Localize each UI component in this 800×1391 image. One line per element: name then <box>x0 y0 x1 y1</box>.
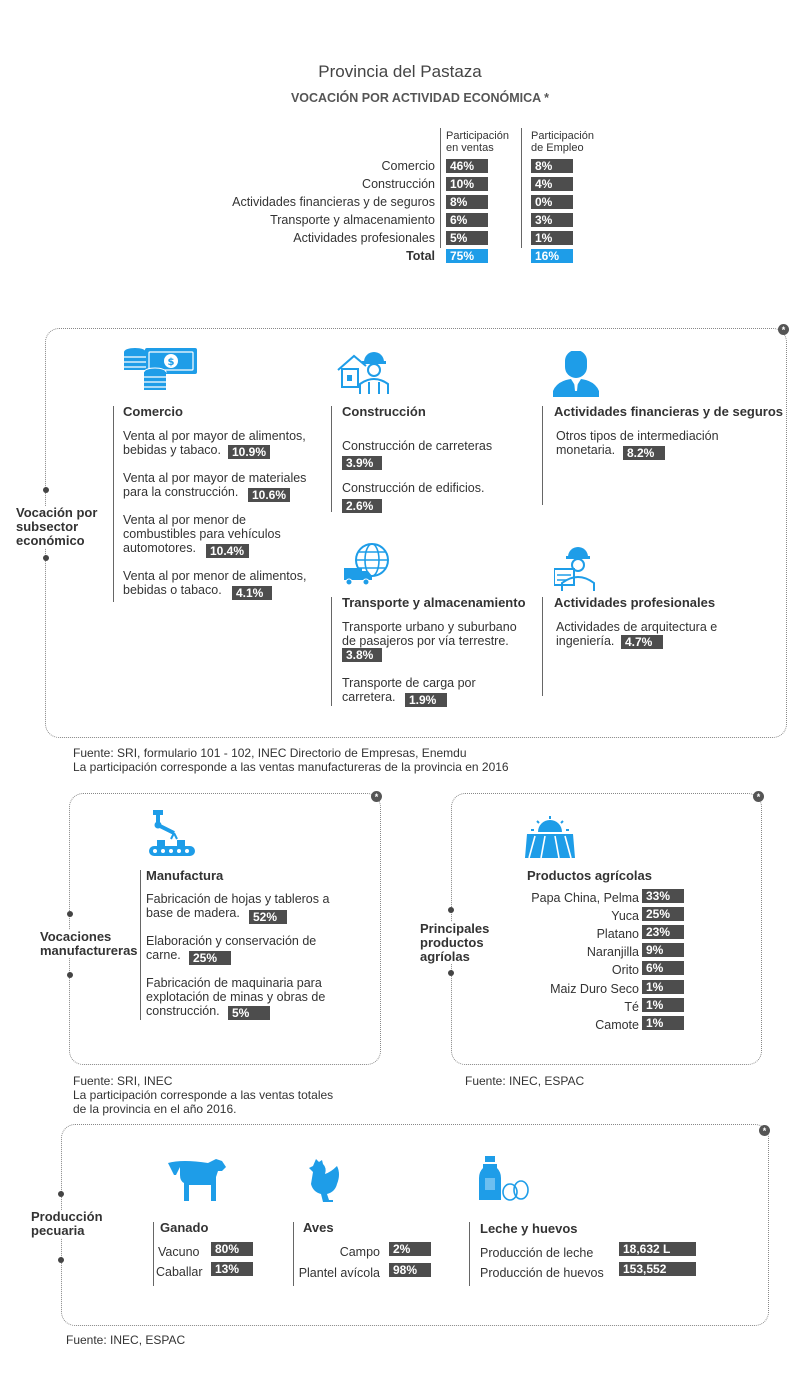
transporte-value: 3.8% <box>342 648 382 662</box>
pecuaria-side-label: Producción pecuaria <box>31 1209 103 1238</box>
leche-value: 18,632 L <box>619 1242 696 1256</box>
svg-text:$: $ <box>167 357 175 368</box>
ganado-item-label: Vacuno <box>158 1245 200 1259</box>
transporte-value: 1.9% <box>405 693 447 707</box>
agricola-side-label: Principales productos agríolas <box>420 921 490 964</box>
page-subtitle: VOCACIÓN POR ACTIVIDAD ECONÓMICA * <box>290 91 550 105</box>
aves-item-label: Campo <box>339 1245 380 1259</box>
agricola-value: 9% <box>642 943 684 957</box>
agricola-item-label: Yuca <box>611 909 639 923</box>
profesionales-title: Actividades profesionales <box>554 595 716 610</box>
ganado-title: Ganado <box>160 1220 209 1235</box>
bullet-dot <box>43 555 49 561</box>
agricola-item-label: Papa China, Pelma <box>531 891 639 905</box>
footnote-star: * <box>753 791 764 802</box>
comercio-item: Venta al por menor de combustibles para vehículos automotores. <box>123 513 281 555</box>
milk-eggs-icon <box>479 1156 529 1202</box>
comercio-value: 4.1% <box>232 586 272 600</box>
agricola-title: Productos agrícolas <box>527 868 652 883</box>
comercio-title: Comercio <box>123 404 183 419</box>
comercio-item: Venta al por menor de alimentos, bebidas o tabaco. <box>123 569 307 597</box>
agricola-value: 6% <box>642 961 684 975</box>
manufactura-item: Fabricación de maquinaria para explotación de minas y obras de construcción. <box>146 976 326 1018</box>
manufactura-item: Fabricación de hojas y tableros a base de madera. <box>146 892 330 920</box>
globe-truck-icon <box>342 542 390 588</box>
construccion-value: 3.9% <box>342 456 382 470</box>
summary-row-label: Comercio <box>381 159 435 173</box>
construccion-value: 2.6% <box>342 499 382 513</box>
aves-title: Aves <box>303 1220 334 1235</box>
businessman-icon <box>553 351 599 397</box>
summary-row-label: Construcción <box>362 177 435 191</box>
money-icon <box>123 346 199 392</box>
comercio-value: 10.9% <box>228 445 270 459</box>
leche-title: Leche y huevos <box>480 1221 578 1236</box>
summary-row-label: Actividades financieras y de seguros <box>232 195 435 209</box>
comercio-item: Venta al por mayor de materiales para la construcción. <box>123 471 307 499</box>
col-header-employment: Participación de Empleo <box>531 130 594 154</box>
transporte-item: Transporte urbano y suburbano de pasajeros por vía terrestre. <box>342 620 517 648</box>
comercio-item: Venta al por mayor de alimentos, bebidas y tabaco. <box>123 429 306 457</box>
employment-badge: 4% <box>531 177 573 191</box>
manufactura-box <box>69 793 381 1065</box>
agricola-value: 33% <box>642 889 684 903</box>
financieras-value: 8.2% <box>623 446 665 460</box>
summary-total-label: Total <box>406 249 435 263</box>
employment-badge: 0% <box>531 195 573 209</box>
agricola-item-label: Naranjilla <box>586 945 639 959</box>
cow-icon <box>164 1157 228 1203</box>
comercio-value: 10.4% <box>206 544 249 558</box>
employment-badge: 8% <box>531 159 573 173</box>
agricola-item-label: Maiz Duro Seco <box>550 982 639 996</box>
aves-item-label: Plantel avícola <box>298 1266 380 1280</box>
aves-value: 2% <box>389 1242 431 1256</box>
sun-field-icon <box>525 814 575 858</box>
col-header-sales: Participación en ventas <box>446 130 509 154</box>
bullet-dot <box>58 1257 64 1263</box>
transporte-title: Transporte y almacenamiento <box>342 595 526 610</box>
agricola-source: Fuente: INEC, ESPAC <box>465 1074 585 1088</box>
agricola-item-label: Camote <box>595 1018 639 1032</box>
ganado-item-label: Caballar <box>156 1265 203 1279</box>
page-title: Provincia del Pastaza <box>318 62 482 81</box>
construccion-title: Construcción <box>342 404 426 419</box>
pecuaria-source: Fuente: INEC, ESPAC <box>66 1333 186 1347</box>
footnote-star: * <box>778 324 789 335</box>
sales-badge: 5% <box>446 231 488 245</box>
bullet-dot <box>43 487 49 493</box>
footnote-star: * <box>759 1125 770 1136</box>
sales-badge: 46% <box>446 159 488 173</box>
agricola-item-label: Platano <box>596 927 639 941</box>
bullet-dot <box>58 1191 64 1197</box>
ganado-value: 13% <box>211 1262 253 1276</box>
agricola-value: 1% <box>642 998 684 1012</box>
financieras-item: Otros tipos de intermediación monetaria. <box>556 429 719 457</box>
aves-value: 98% <box>389 1263 431 1277</box>
sales-badge: 10% <box>446 177 488 191</box>
employment-badge: 3% <box>531 213 573 227</box>
profesionales-item: Actividades de arquitectura e ingeniería. <box>556 620 718 648</box>
manufactura-source: Fuente: SRI, INEC La participación corresponde a las ventas totales de la provincia en el año 2016. <box>73 1074 334 1116</box>
agricola-value: 1% <box>642 980 684 994</box>
manufactura-value: 52% <box>249 910 287 924</box>
bullet-dot <box>67 911 73 917</box>
ganado-value: 80% <box>211 1242 253 1256</box>
agricola-value: 23% <box>642 925 684 939</box>
manufactura-item: Elaboración y conservación de carne. <box>146 934 317 962</box>
robot-arm-icon <box>147 810 197 858</box>
leche-value: 153,552 <box>619 1262 696 1276</box>
comercio-value: 10.6% <box>248 488 290 502</box>
agricola-value: 25% <box>642 907 684 921</box>
construccion-item: Construcción de carreteras <box>342 439 493 453</box>
employment-total-badge: 16% <box>531 249 573 263</box>
employment-badge: 1% <box>531 231 573 245</box>
summary-row-label: Actividades profesionales <box>293 231 435 245</box>
profesionales-value: 4.7% <box>621 635 663 649</box>
bullet-dot <box>448 970 454 976</box>
sales-badge: 6% <box>446 213 488 227</box>
bullet-dot <box>448 907 454 913</box>
subsector-source: Fuente: SRI, formulario 101 - 102, INEC Directorio de Empresas, Enemdu La participación corresponde a las ventas manufactureras de la provincia en 2016 <box>73 746 509 774</box>
agricola-item-label: Té <box>624 1000 639 1014</box>
bullet-dot <box>67 972 73 978</box>
engineer-icon <box>554 545 602 591</box>
subsector-side-label: Vocación por subsector económico <box>16 505 98 548</box>
construccion-item: Construcción de edificios. <box>342 481 485 495</box>
rooster-icon <box>308 1157 348 1203</box>
sales-total-badge: 75% <box>446 249 488 263</box>
footnote-star: * <box>371 791 382 802</box>
agricola-value: 1% <box>642 1016 684 1030</box>
summary-row-label: Transporte y almacenamiento <box>270 213 435 227</box>
leche-item-label: Producción de leche <box>480 1246 594 1260</box>
sales-badge: 8% <box>446 195 488 209</box>
construction-worker-icon <box>336 348 394 394</box>
leche-item-label: Producción de huevos <box>480 1266 604 1280</box>
transporte-item: Transporte de carga por carretera. <box>342 676 476 704</box>
manufactura-value: 25% <box>189 951 231 965</box>
financieras-title: Actividades financieras y de seguros <box>554 404 784 419</box>
manufactura-value: 5% <box>228 1006 270 1020</box>
manufactura-title: Manufactura <box>146 868 224 883</box>
agricola-item-label: Orito <box>611 963 639 977</box>
manufactura-side-label: Vocaciones manufactureras <box>40 929 138 958</box>
